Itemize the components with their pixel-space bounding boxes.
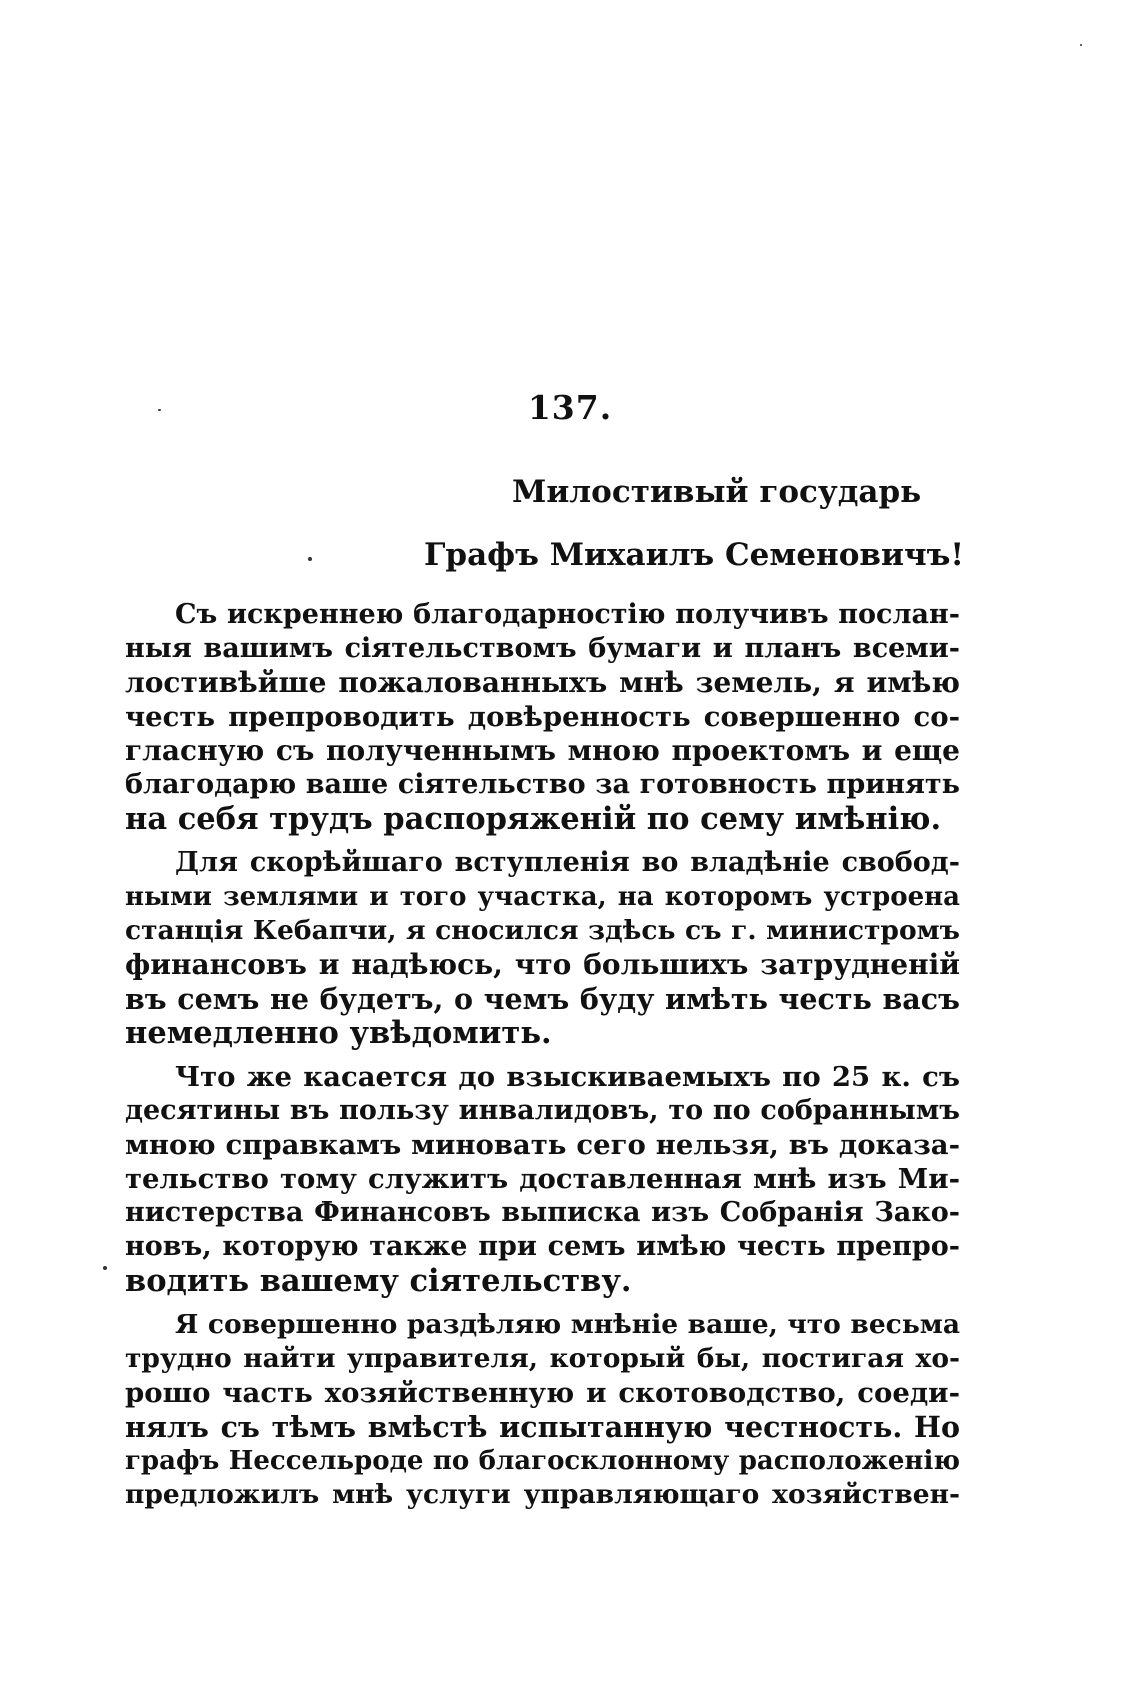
paragraph-4 <box>125 1308 960 1512</box>
salutation-line-1: Милостивый государь <box>512 474 922 510</box>
text-line: трудно найти управителя, который бы, постигая хо- <box>125 1343 960 1374</box>
text-line: немедленно увѣдомить. <box>125 1015 552 1051</box>
text-line: новъ, которую также при семъ имѣю честь препро- <box>125 1231 960 1262</box>
scan-speck <box>1080 44 1082 46</box>
text-line: въ семъ не будетъ, о чемъ буду имѣть честь васъ <box>125 982 960 1016</box>
scan-speck <box>103 1266 107 1270</box>
text-line: предложилъ мнѣ услуги управляющаго хозяйствен- <box>125 1479 960 1510</box>
text-line: честь препроводить довѣренность совершенно со- <box>125 701 960 733</box>
text-line: графъ Нессельроде по благосклонному расположенію <box>125 1446 960 1476</box>
text-line: благодарю ваше сіятельство за готовность принять <box>125 769 960 800</box>
text-line: Съ искреннею благодарностію получивъ послан- <box>175 599 960 630</box>
scan-speck <box>308 557 312 561</box>
text-line: на себя трудъ распоряженій по сему имѣнію. <box>125 801 942 837</box>
text-line: ныя вашимъ сіятельствомъ бумаги и планъ всеми- <box>125 633 960 664</box>
text-line: тельство тому служитъ доставленная мнѣ изъ Ми- <box>125 1163 960 1195</box>
text-line: ными землями и того участка, на которомъ устроена <box>125 882 960 912</box>
text-line: Для скорѣйшаго вступленія во владѣніе свобод- <box>175 847 960 878</box>
text-line: финансовъ и надѣюсь, что большихъ затрудненій <box>125 948 960 981</box>
text-line: рошо часть хозяйственную и скотоводство, соеди- <box>125 1377 960 1409</box>
paragraph-3 <box>125 1060 960 1298</box>
text-line: станція Кебапчи, я сносился здѣсь съ г. министромъ <box>125 915 960 946</box>
text-line: десятины въ пользу инвалидовъ, то по собраннымъ <box>125 1095 960 1126</box>
text-line: гласную съ полученнымъ мною проектомъ и еще <box>125 734 960 767</box>
paragraph-2 <box>125 846 960 1050</box>
letter-number: 137. <box>527 388 613 427</box>
text-line: нистерства Финансовъ выписка изъ Собранія Зако- <box>125 1197 960 1228</box>
text-line: Что же касается до взыскиваемыхъ по 25 к. съ <box>175 1061 960 1093</box>
letter-body <box>125 598 960 1522</box>
paragraph-1 <box>125 598 960 836</box>
text-line: водить вашему сіятельству. <box>125 1263 632 1299</box>
text-line: нялъ съ тѣмъ вмѣстѣ испытанную честность. Но <box>125 1410 960 1444</box>
text-line: мною справкамъ миновать сего нельзя, въ доказа- <box>125 1129 960 1161</box>
salutation-line-2: Графъ Михаилъ Семеновичъ! <box>424 537 965 573</box>
text-line: лостивѣйше пожалованныхъ мнѣ земель, я имѣю <box>125 666 960 699</box>
text-line: Я совершенно раздѣляю мнѣніе ваше, что весьма <box>175 1309 960 1340</box>
